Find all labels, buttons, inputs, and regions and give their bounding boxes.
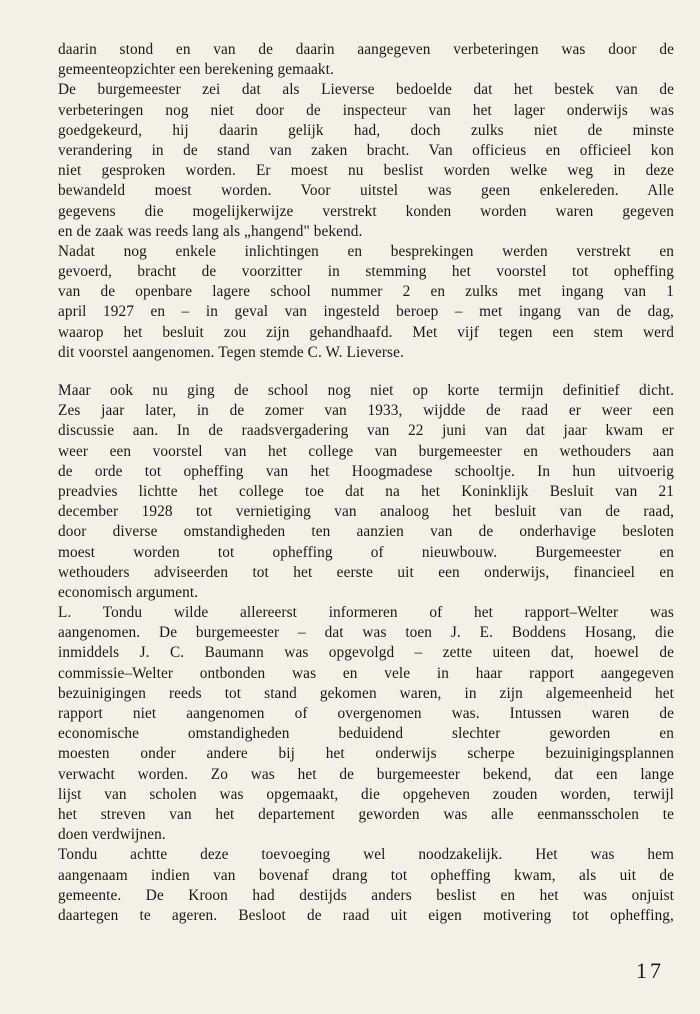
text-line: verbeteringen nog niet door de inspecteur van het lager onderwijs was — [58, 101, 674, 119]
text-line: gegevens die mogelijkerwijze verstrekt konden worden waren gegeven — [58, 202, 674, 220]
paragraph — [58, 845, 674, 926]
page-number: 17 — [636, 958, 664, 983]
text-line: van de openbare lagere school nummer 2 en zulks met ingang van 1 — [58, 283, 674, 301]
text-line: gemeente. De Kroon had destijds anders beslist en het was onjuist — [58, 886, 674, 904]
text-line: discussie aan. In de raadsvergadering van 22 juni van dat jaar kwam er — [58, 422, 674, 440]
text-line: daartegen te ageren. Besloot de raad uit eigen motivering tot opheffing, — [58, 906, 674, 924]
body-text — [58, 40, 674, 926]
text-line: commissie–Welter ontbonden was en vele in haar rapport aangegeven — [58, 664, 674, 682]
text-line: en de zaak was reeds lang als „hangend" bekend. — [58, 222, 363, 240]
text-line: weer een voorstel van het college van burgemeester en wethouders aan — [58, 442, 674, 460]
paragraph — [58, 80, 674, 242]
text-line: Nadat nog enkele inlichtingen en besprekingen werden verstrekt en — [58, 242, 674, 260]
text-line: dit voorstel aangenomen. Tegen stemde C. W. Lieverse. — [58, 343, 404, 361]
text-line: Zes jaar later, in de zomer van 1933, wijdde de raad er weer een — [58, 402, 674, 420]
text-line: bewandeld moest worden. Voor uitstel was geen enkelereden. Alle — [58, 182, 674, 200]
text-line: goedgekeurd, hij daarin gelijk had, doch zulks niet de minste — [58, 121, 674, 139]
text-line: moest worden tot opheffing of nieuwbouw. Burgemeester en — [58, 543, 674, 561]
text-line: door diverse omstandigheden ten aanzien van de onderhavige besloten — [58, 523, 674, 541]
text-line: gevoerd, bracht de voorzitter in stemming het voorstel tot opheffing — [58, 263, 674, 281]
paragraph — [58, 381, 674, 603]
text-line: de orde tot opheffing van het Hoogmadese schooltje. In hun uitvoerig — [58, 462, 674, 480]
paragraph — [58, 40, 674, 80]
text-line: bezuinigingen reeds tot stand gekomen waren, in zijn algemeenheid het — [58, 684, 674, 702]
text-line: het streven van het departement geworden was alle eenmansscholen te — [58, 805, 674, 823]
text-line: aangenaam indien van bovenaf drang tot opheffing kwam, als uit de — [58, 866, 674, 884]
text-line: april 1927 en – in geval van ingesteld beroep – met ingang van de dag, — [58, 303, 674, 321]
text-line: wethouders adviseerden tot het eerste uit een onderwijs, financieel en — [58, 563, 674, 581]
paragraph — [58, 242, 674, 363]
text-line: rapport niet aangenomen of overgenomen was. Intussen waren de — [58, 705, 674, 722]
text-line: economisch argument. — [58, 583, 199, 601]
text-line: Tondu achtte deze toevoeging wel noodzakelijk. Het was hem — [58, 846, 674, 864]
text-line: december 1928 tot vernietiging van analoog het besluit van de raad, — [58, 503, 674, 521]
text-line: aangenomen. De burgemeester – dat was toen J. E. Boddens Hosang, die — [58, 624, 674, 642]
text-line: economische omstandigheden beduidend slechter geworden en — [58, 725, 674, 743]
text-line: niet gesproken worden. Er moest nu beslist worden welke weg in deze — [58, 162, 674, 180]
paragraph — [58, 603, 674, 845]
text-line: verwacht worden. Zo was het de burgemeester bekend, dat een lange — [58, 765, 674, 783]
text-line: verandering in de stand van zaken bracht. Van officieus en officieel kon — [58, 141, 674, 159]
text-line: lijst van scholen was opgemaakt, die opgeheven zouden worden, terwijl — [58, 785, 674, 803]
text-line: inmiddels J. C. Baumann was opgevolgd – zette uiteen dat, hoewel de — [58, 644, 674, 662]
text-line: daarin stond en van de daarin aangegeven verbeteringen was door de — [58, 41, 674, 58]
text-line: waarop het besluit zou zijn gehandhaafd. Met vijf tegen een stem werd — [58, 323, 674, 341]
text-line: doen verdwijnen. — [58, 826, 166, 844]
text-line: gemeenteopzichter een berekening gemaakt. — [58, 61, 334, 79]
text-line: L. Tondu wilde allereerst informeren of het rapport–Welter was — [58, 604, 674, 622]
paragraph-gap — [58, 363, 674, 381]
text-line: De burgemeester zei dat als Lieverse bedoelde dat het bestek van de — [58, 81, 674, 99]
text-line: preadvies lichtte het college toe dat na het Koninklijk Besluit van 21 — [58, 482, 674, 500]
text-line: Maar ook nu ging de school nog niet op korte termijn definitief dicht. — [58, 382, 674, 399]
text-line: moesten onder andere bij het onderwijs scherpe bezuinigingsplannen — [58, 745, 674, 763]
